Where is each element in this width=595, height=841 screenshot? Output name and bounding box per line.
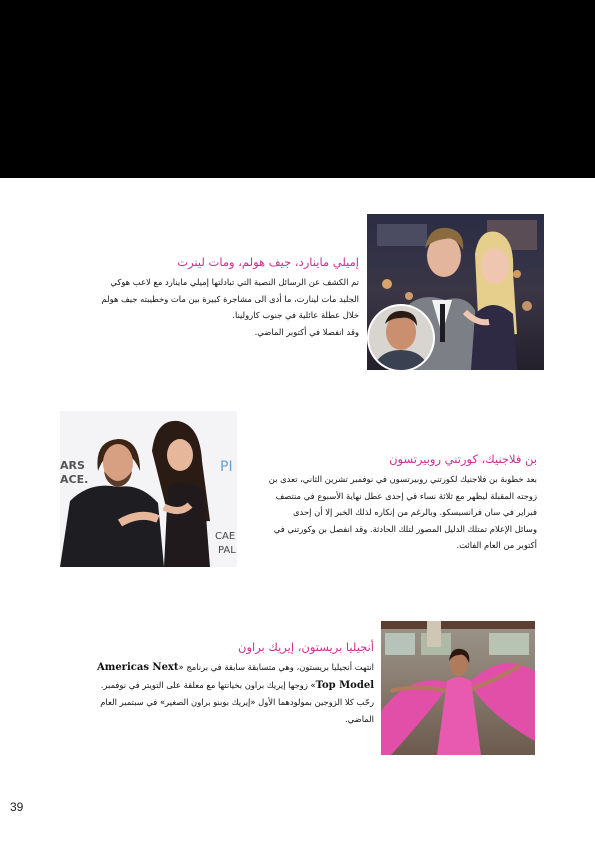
photo-emily-maynard-jef-holm <box>367 214 544 370</box>
photo-angelea-preston <box>381 621 535 755</box>
story-line: وقد انفصلا في أكتوبر الماضي. <box>254 326 359 337</box>
story-title: بن فلاجنيك، كورتني روبيرتسون <box>389 452 537 466</box>
header-black-band <box>0 0 595 178</box>
story-title: إميلي ماينارد، جيف هولم، ومات لينرت <box>177 255 359 269</box>
page-number: 39 <box>10 800 24 814</box>
story-line: الماضي. <box>344 713 374 724</box>
story-line: أكتوبر من العام الفائت. <box>456 540 537 550</box>
program-name-part: Top Model <box>315 679 374 691</box>
svg-text:PI: PI <box>220 459 233 475</box>
svg-text:ACE.: ACE. <box>60 473 89 486</box>
story-line: زوجته المقبلة ليظهر مع ثلاثة نساء في إحدى عطل نهاية الأسبوع في منتصف <box>275 490 537 501</box>
program-name-part: Americas Next <box>96 662 179 673</box>
story-body <box>28 274 359 340</box>
story-ben-flajnik <box>255 452 537 554</box>
story-line-rest: » زوجها إيريك براون بخيانتها مع معلقة على التويتر في نوفمبر. <box>100 679 316 690</box>
story-title: أنجيليا بريستون، إيريك براون <box>238 640 374 654</box>
story-line: رحّب كلا الزوجين بمولودهما الأول «إيريك بوبنو براون الصغير» في سبتمبر العام <box>100 697 374 707</box>
svg-text:CAE: CAE <box>215 531 236 542</box>
story-emily-maynard <box>28 255 359 340</box>
story-line-prefix: انتهت أنجيليا بريستون، وهي متسابقة سابقة في برنامج « <box>178 662 374 672</box>
story-angelea-preston <box>64 640 374 727</box>
story-line: خلال عطلة عائلية في جنوب كارولينا. <box>232 310 359 320</box>
svg-text:ARS: ARS <box>60 459 85 472</box>
story-line: تم الكشف عن الرسائل النصية التي تبادلتها إميلي ماينارد مع لاعب هوكي <box>110 277 359 287</box>
story-body <box>255 471 537 554</box>
story-line: الجليد مات لينارت، ما أدى الى مشاجرة كبيرة بين مات وخطيبته جيف هولم <box>101 293 359 304</box>
svg-text:PAL: PAL <box>218 545 236 556</box>
story-line: بعد خطوبة بن فلاجنيك لكورتني روبيرتسون في نوفمبر تشرين الثاني، تعدى بن <box>268 474 537 484</box>
story-body <box>64 659 374 727</box>
story-line: فبراير في سان فرانسيسكو. وبالرغم من إنكاره لذلك الخبر إلا أن إحدى <box>293 507 537 517</box>
story-line: وسائل الإعلام تمتلك الدليل المصور لتلك الحادثة. وقد انفصل بن وكورتني في <box>273 523 537 534</box>
photo-ben-flajnik-courtney-robertson <box>60 411 237 567</box>
